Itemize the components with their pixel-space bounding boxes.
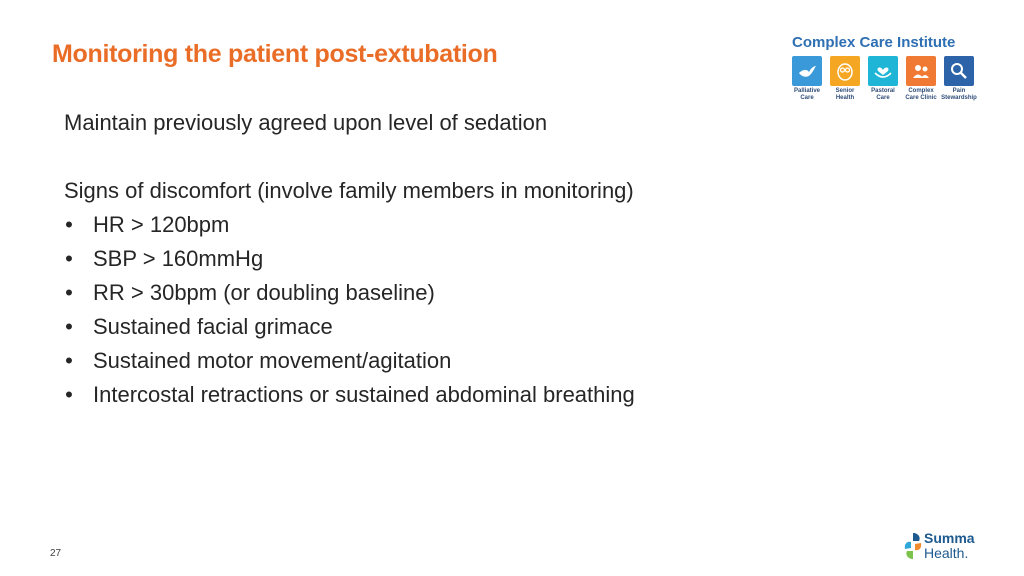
palliative-care-tile — [792, 56, 822, 102]
cci-logo-title: Complex Care Institute — [792, 34, 956, 51]
bullet-icon: • — [65, 382, 73, 407]
tile-label: Palliative Care — [793, 88, 820, 101]
summa-wordmark: Summa Health. — [924, 530, 975, 561]
dove-icon — [792, 56, 822, 86]
tile-label: Senior Health — [835, 88, 855, 101]
slide-title: Monitoring the patient post-extubation — [52, 40, 498, 68]
bullet-icon: • — [65, 348, 73, 373]
magnifier-icon — [944, 56, 974, 86]
discomfort-signs-list — [64, 208, 784, 412]
slide-body — [64, 106, 784, 412]
sedation-paragraph: Maintain previously agreed upon level of sedation — [64, 110, 548, 135]
summa-health-logo — [902, 528, 992, 566]
cci-logo-tiles — [792, 56, 980, 106]
people-icon — [906, 56, 936, 86]
paragraph-spacer — [64, 140, 784, 174]
list-item: • Intercostal retractions or sustained abdominal breathing — [64, 378, 784, 412]
tile-label: Pastoral Care — [871, 88, 895, 101]
list-item: • SBP > 160mmHg — [64, 242, 784, 276]
bullet-icon: • — [65, 280, 73, 305]
complex-care-institute-logo — [790, 34, 980, 106]
senior-health-tile — [830, 56, 860, 102]
tile-label: Pain Stewardship — [941, 88, 977, 101]
list-item: • RR > 30bpm (or doubling baseline) — [64, 276, 784, 310]
owl-icon — [830, 56, 860, 86]
list-item: • HR > 120bpm — [64, 208, 784, 242]
tile-label: Complex Care Clinic — [905, 88, 937, 101]
list-item: • Sustained motor movement/agitation — [64, 344, 784, 378]
pain-stewardship-tile — [941, 56, 977, 102]
page-number: 27 — [50, 548, 62, 559]
pastoral-care-tile — [868, 56, 898, 102]
summa-pinwheel-icon — [902, 530, 924, 562]
bullet-icon: • — [65, 314, 73, 339]
heart-hands-icon — [868, 56, 898, 86]
complex-care-clinic-tile — [906, 56, 936, 102]
bullet-icon: • — [65, 246, 73, 271]
discomfort-heading: Signs of discomfort (involve family members in monitoring) — [64, 178, 634, 203]
bullet-icon: • — [65, 212, 73, 237]
list-item: • Sustained facial grimace — [64, 310, 784, 344]
